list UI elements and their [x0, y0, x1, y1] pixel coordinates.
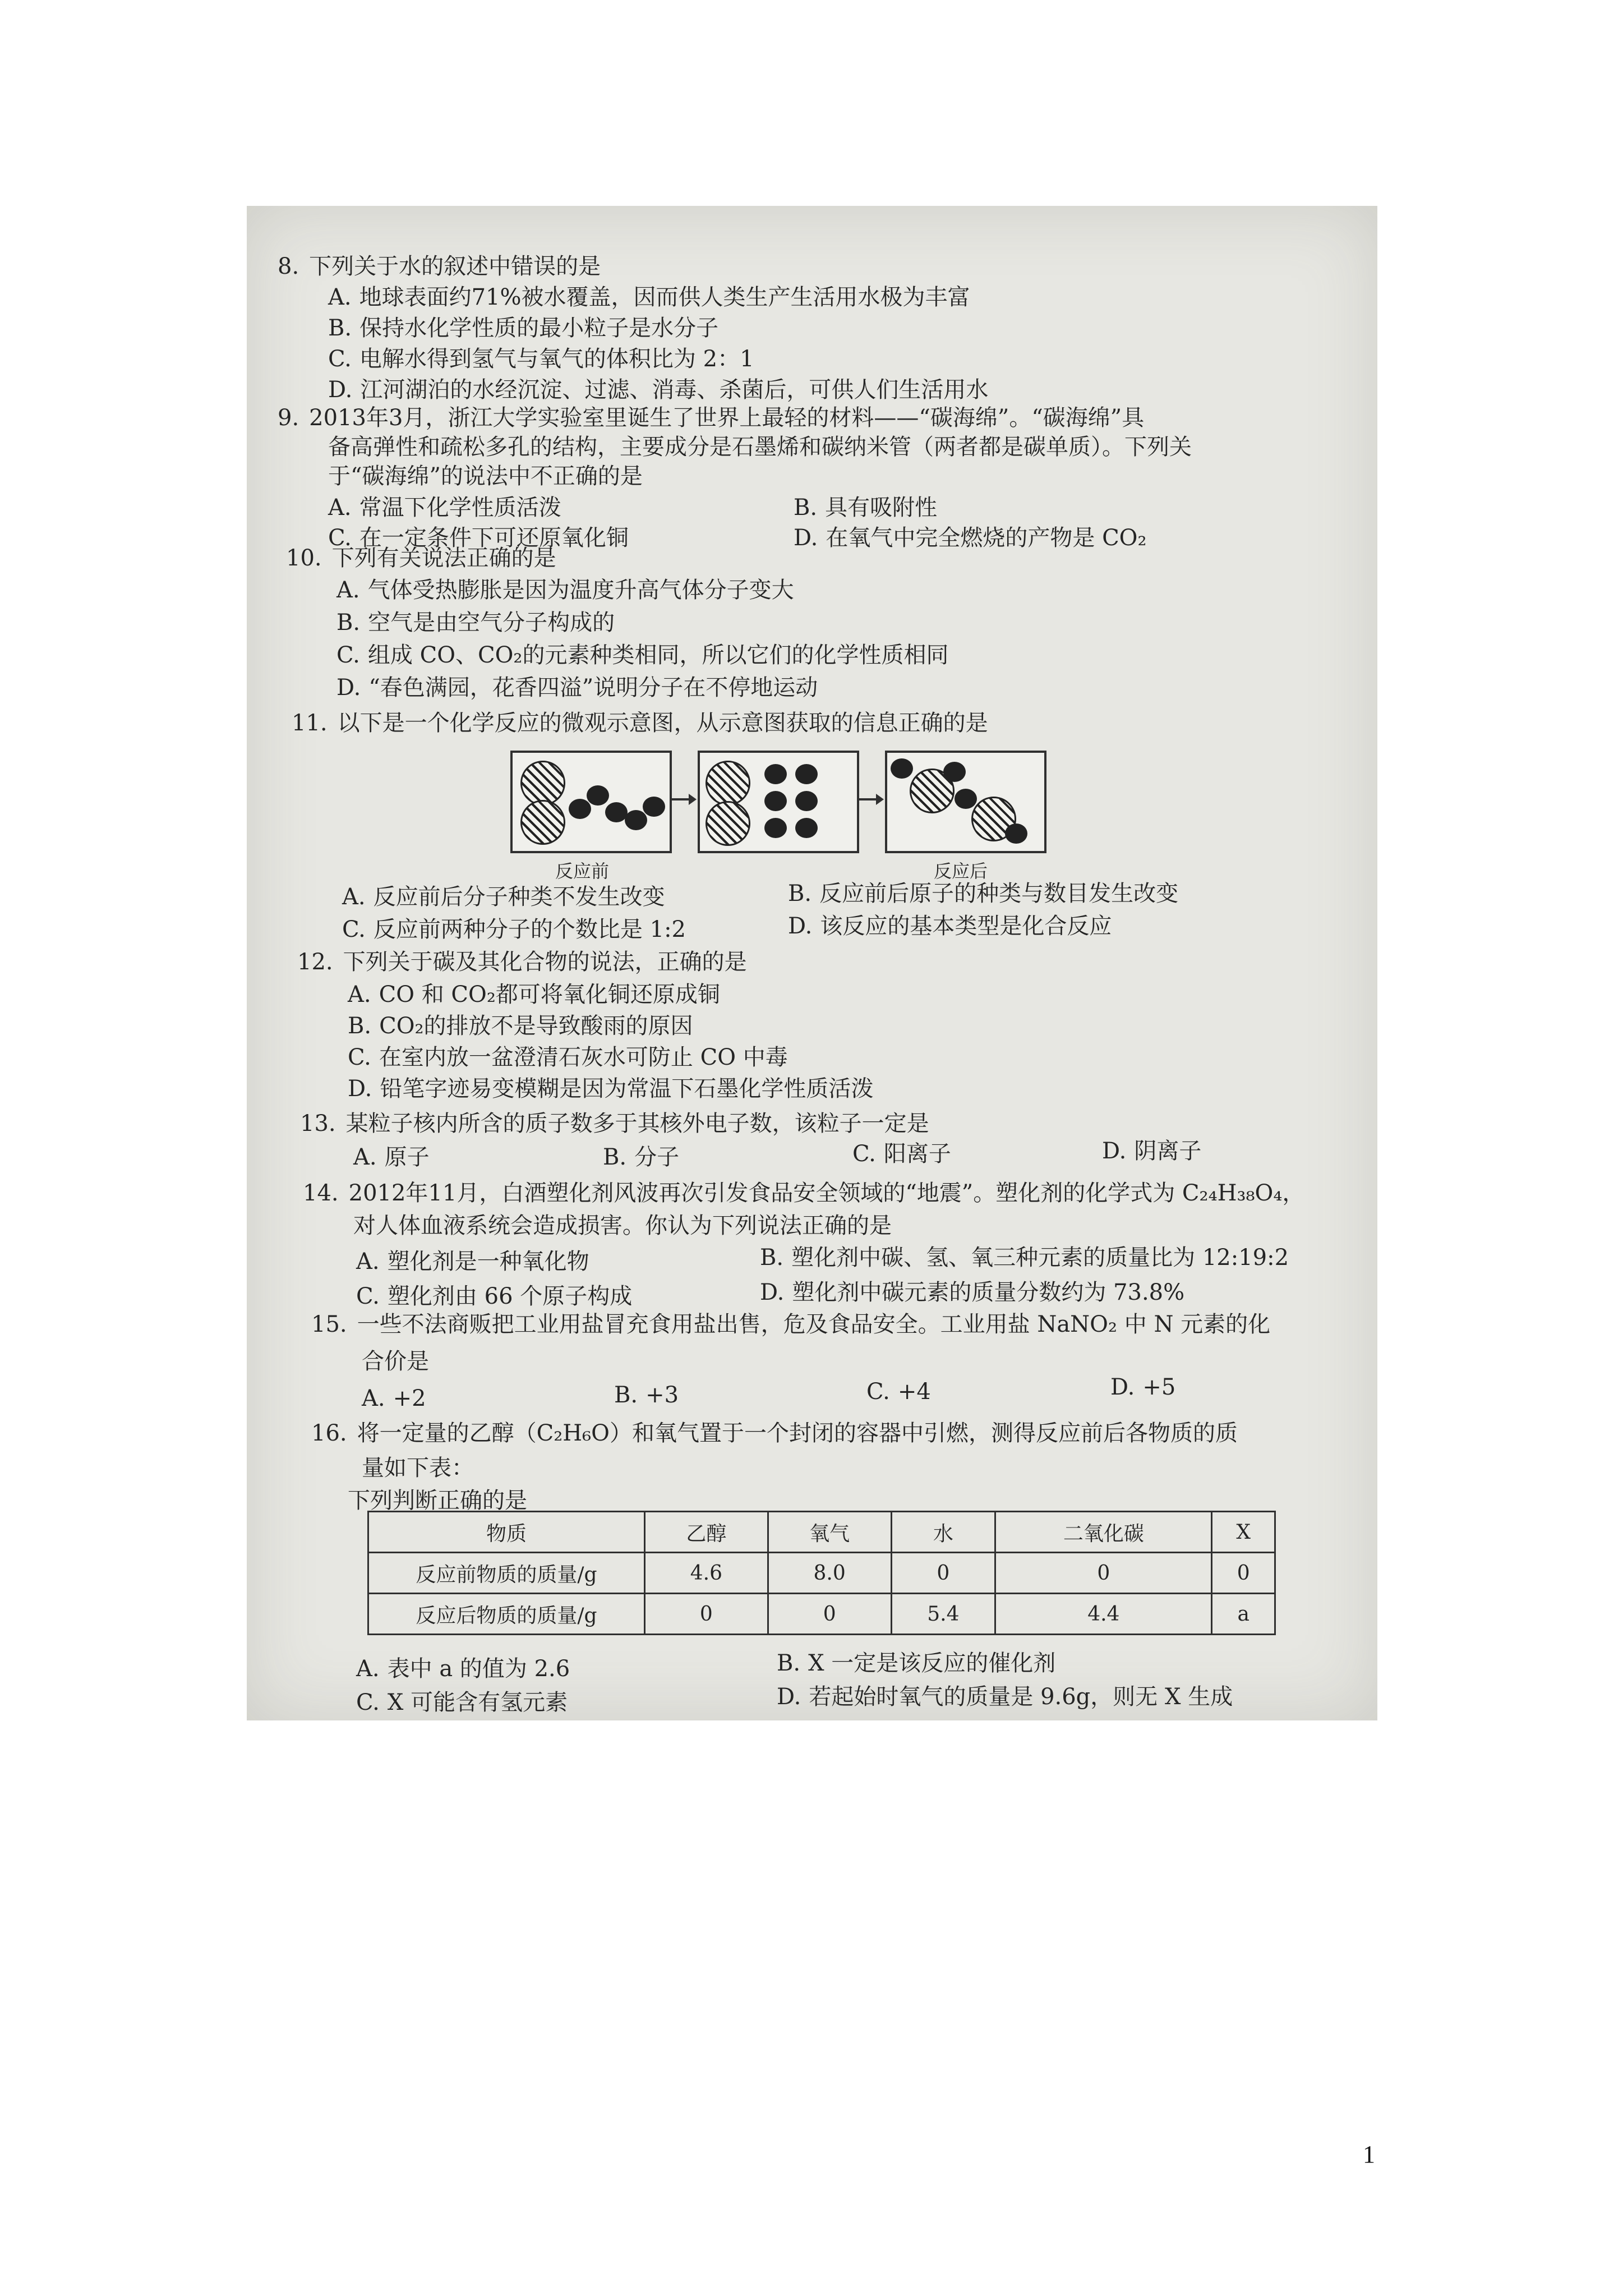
question-10-stem: 10. 下列有关说法正确的是 [286, 545, 556, 571]
question-9-option-a: A. 常温下化学性质活泼 [328, 495, 561, 521]
question-13-stem: 13. 某粒子核内所含的质子数多于其核外电子数，该粒子一定是 [300, 1111, 929, 1137]
question-14-option-d: D. 塑化剂中碳元素的质量分数约为 73.8% [760, 1280, 1185, 1305]
table-cell: 0 [1212, 1553, 1275, 1594]
question-9-stem-line-2: 备高弹性和疏松多孔的结构，主要成分是石墨烯和碳纳米管（两者都是碳单质）。下列关 [328, 434, 1192, 460]
question-15-option-c: C. +4 [866, 1379, 931, 1405]
table-cell: 4.4 [995, 1594, 1212, 1635]
question-14-option-a: A. 塑化剂是一种氧化物 [356, 1249, 589, 1274]
question-15-option-d: D. +5 [1110, 1374, 1176, 1400]
hydrogen-atom-icon [891, 758, 913, 779]
question-15-stem: 15. 一些不法商贩把工业用盐冒充食用盐出售，危及食品安全。工业用盐 NaNO₂ 中 N 元素的化 [311, 1312, 1271, 1337]
table-header-cell: 氧气 [768, 1512, 891, 1553]
question-11-option-d: D. 该反应的基本类型是化合反应 [788, 913, 1112, 939]
question-14-option-b: B. 塑化剂中碳、氢、氧三种元素的质量比为 12:19:2 [760, 1245, 1289, 1271]
hydrogen-atom-icon [764, 764, 787, 784]
table-cell: 5.4 [891, 1594, 995, 1635]
question-8-stem: 8. 下列关于水的叙述中错误的是 [278, 254, 601, 279]
question-16-stem: 16. 将一定量的乙醇（C₂H₆O）和氧气置于一个封闭的容器中引燃，测得反应前后各物质的质 [311, 1420, 1238, 1446]
oxygen-atom-icon [520, 761, 565, 806]
hydrogen-atom-icon [795, 818, 818, 838]
hydrogen-atom-icon [643, 797, 665, 817]
hydrogen-atom-icon [764, 818, 787, 838]
question-12-stem: 12. 下列关于碳及其化合物的说法，正确的是 [297, 949, 747, 975]
question-9-stem: 9. 2013年3月，浙江大学实验室里诞生了世界上最轻的材料——“碳海绵”。“碳海绵”具 [278, 405, 1145, 431]
question-16-option-d: D. 若起始时氧气的质量是 9.6g，则无 X 生成 [777, 1684, 1233, 1710]
table-cell: 反应后物质的质量/g [368, 1594, 645, 1635]
question-13-option-d: D. 阴离子 [1102, 1138, 1202, 1164]
table-cell: 4.6 [645, 1553, 768, 1594]
question-16-option-a: A. 表中 a 的值为 2.6 [356, 1656, 570, 1682]
question-10-option-d: D. “春色满园，花香四溢”说明分子在不停地运动 [336, 675, 818, 701]
table-cell: 8.0 [768, 1553, 891, 1594]
table-header-row [368, 1512, 1275, 1553]
question-14-stem: 14. 2012年11月，白酒塑化剂风波再次引发食品安全领域的“地震”。塑化剂的化学式为 C₂₄H₃₈O₄， [303, 1180, 1305, 1206]
question-12-option-d: D. 铅笔字迹易变模糊是因为常温下石墨化学性质活泼 [348, 1076, 874, 1102]
hydrogen-atom-icon [955, 789, 977, 809]
question-9-option-c: C. 在一定条件下可还原氧化铜 [328, 525, 629, 551]
hydrogen-atom-icon [795, 791, 818, 811]
caption-before: 反应前 [555, 861, 610, 882]
question-11-option-a: A. 反应前后分子种类不发生改变 [342, 884, 665, 910]
table-cell: 0 [995, 1553, 1212, 1594]
question-10-option-b: B. 空气是由空气分子构成的 [336, 610, 615, 636]
question-10-option-a: A. 气体受热膨胀是因为温度升高气体分子变大 [336, 577, 794, 603]
oxygen-atom-icon [520, 800, 565, 845]
reaction-micro-diagram [510, 751, 998, 896]
question-8-option-a: A. 地球表面约71%被水覆盖，因而供人类生产生活用水极为丰富 [328, 284, 970, 310]
question-11-option-c: C. 反应前两种分子的个数比是 1:2 [342, 917, 686, 942]
table-cell: 0 [645, 1594, 768, 1635]
arrow-icon [672, 798, 694, 800]
table-row [368, 1594, 1275, 1635]
question-16-option-b: B. X 一定是该反应的催化剂 [777, 1650, 1056, 1676]
question-12-option-c: C. 在室内放一盆澄清石灰水可防止 CO 中毒 [348, 1045, 788, 1070]
middle-reaction-panel [698, 751, 859, 853]
question-9-stem-line-3: 于“碳海绵”的说法中不正确的是 [328, 463, 643, 489]
hydrogen-atom-icon [587, 785, 609, 806]
question-13-option-c: C. 阳离子 [852, 1141, 951, 1167]
table-header-cell: 乙醇 [645, 1512, 768, 1553]
question-13-option-a: A. 原子 [353, 1144, 430, 1170]
hydrogen-atom-icon [625, 810, 647, 830]
question-15-stem-line-2: 合价是 [362, 1349, 429, 1374]
question-14-option-c: C. 塑化剂由 66 个原子构成 [356, 1283, 633, 1309]
question-8-option-c: C. 电解水得到氢气与氧气的体积比为 2：1 [328, 346, 754, 372]
question-11-stem: 11. 以下是一个化学反应的微观示意图，从示意图获取的信息正确的是 [292, 710, 988, 736]
table-cell: 0 [768, 1594, 891, 1635]
question-9-option-b: B. 具有吸附性 [794, 495, 938, 521]
page-number: 1 [1363, 2141, 1375, 2168]
hydrogen-atom-icon [943, 762, 966, 782]
table-cell: 0 [891, 1553, 995, 1594]
question-16-option-c: C. X 可能含有氢元素 [356, 1690, 568, 1715]
question-10-option-c: C. 组成 CO、CO₂的元素种类相同，所以它们的化学性质相同 [336, 642, 949, 668]
question-16-stem-line-2: 量如下表： [362, 1455, 474, 1481]
before-reaction-panel [510, 751, 672, 853]
hydrogen-atom-icon [795, 764, 818, 784]
question-8-option-b: B. 保持水化学性质的最小粒子是水分子 [328, 315, 719, 341]
question-9-option-d: D. 在氧气中完全燃烧的产物是 CO₂ [794, 525, 1147, 551]
table-header-cell: 水 [891, 1512, 995, 1553]
table-row [368, 1553, 1275, 1594]
table-cell: a [1212, 1594, 1275, 1635]
table-header-cell: 二氧化碳 [995, 1512, 1212, 1553]
question-15-option-b: B. +3 [614, 1382, 679, 1408]
hydrogen-atom-icon [764, 791, 787, 811]
oxygen-atom-icon [706, 801, 750, 846]
question-12-option-b: B. CO₂的排放不是导致酸雨的原因 [348, 1013, 693, 1039]
hydrogen-atom-icon [569, 799, 591, 819]
question-11-option-b: B. 反应前后原子的种类与数目发生改变 [788, 881, 1179, 907]
table-header-cell: 物质 [368, 1512, 645, 1553]
question-15-option-a: A. +2 [362, 1386, 426, 1411]
hydrogen-atom-icon [605, 802, 628, 822]
table-header-cell: X [1212, 1512, 1275, 1553]
table-cell: 反应前物质的质量/g [368, 1553, 645, 1594]
after-reaction-panel [885, 751, 1046, 853]
arrow-icon [859, 798, 882, 800]
caption-after: 反应后 [934, 861, 988, 882]
mass-data-table [367, 1511, 1276, 1635]
question-8-option-d: D. 江河湖泊的水经沉淀、过滤、消毒、杀菌后，可供人们生活用水 [328, 377, 989, 403]
oxygen-atom-icon [706, 761, 750, 806]
question-12-option-a: A. CO 和 CO₂都可将氧化铜还原成铜 [348, 982, 720, 1007]
question-14-stem-line-2: 对人体血液系统会造成损害。你认为下列说法正确的是 [353, 1213, 892, 1239]
question-13-option-b: B. 分子 [603, 1144, 680, 1170]
question-16-sub-prompt: 下列判断正确的是 [348, 1488, 527, 1513]
hydrogen-atom-icon [1005, 823, 1027, 844]
